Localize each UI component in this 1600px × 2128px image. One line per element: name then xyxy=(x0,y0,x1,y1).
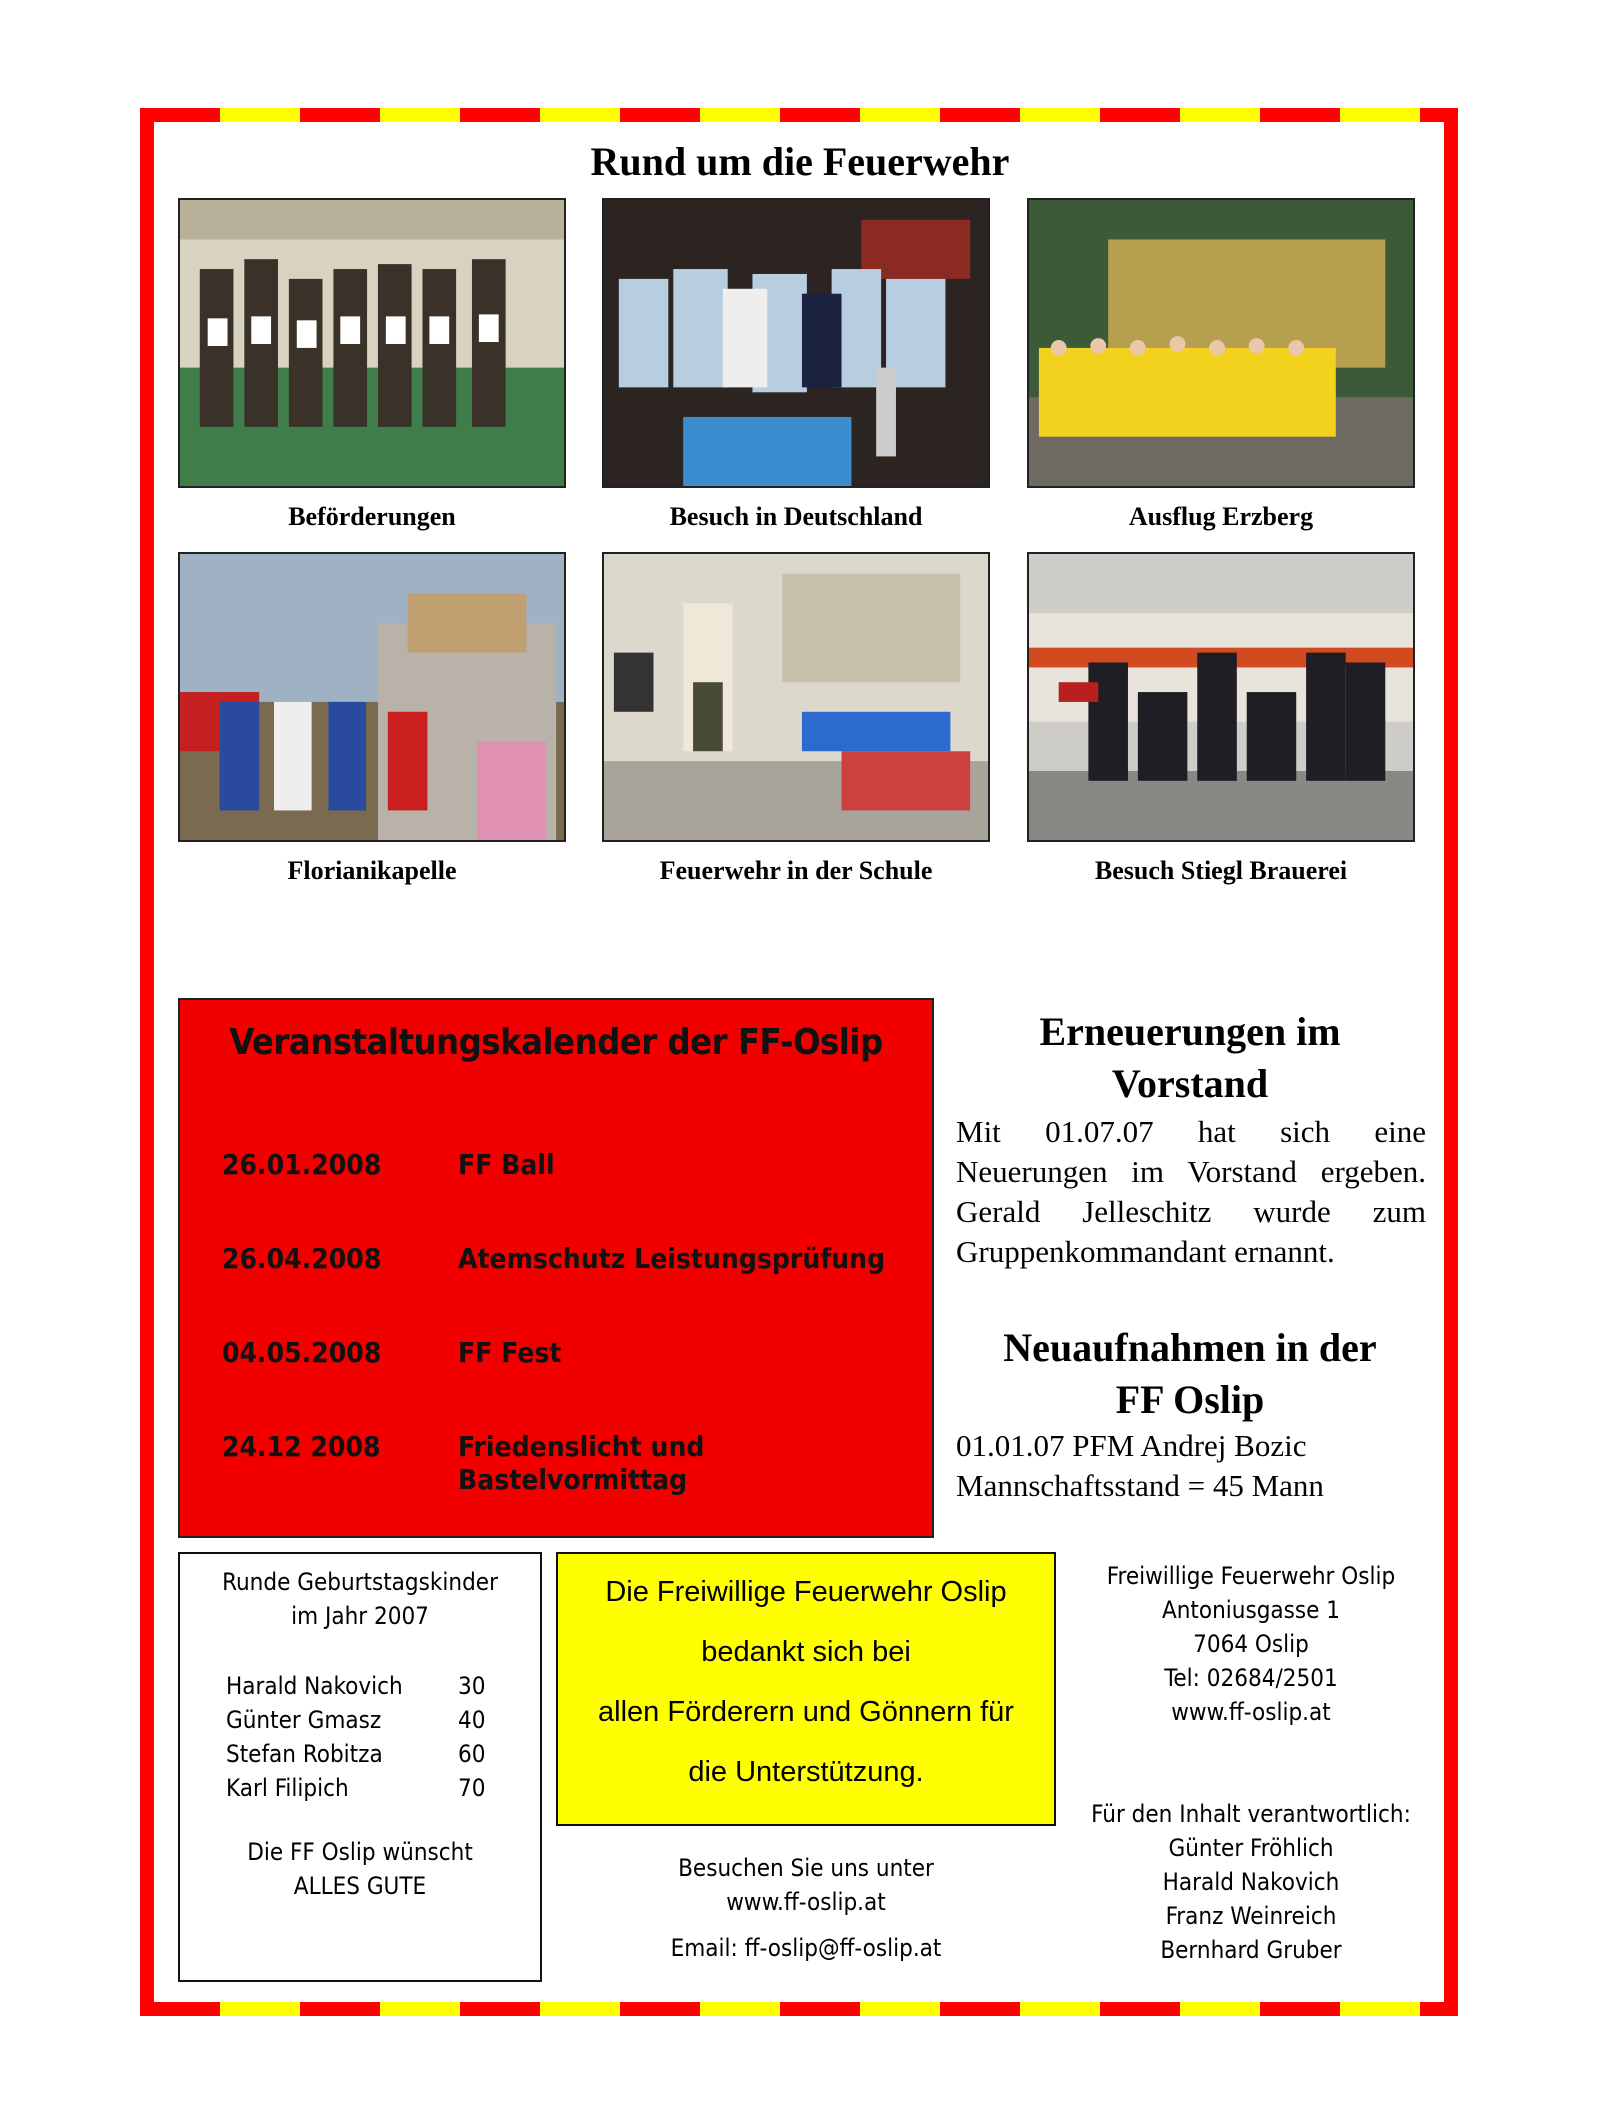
thanks-line4: die Unterstützung. xyxy=(688,1756,924,1788)
responsible-name: Franz Weinreich xyxy=(1165,1902,1337,1930)
address-city: 7064 Oslip xyxy=(1193,1630,1309,1658)
responsible-name: Bernhard Gruber xyxy=(1160,1936,1342,1964)
responsible-name: Günter Fröhlich xyxy=(1168,1834,1334,1862)
page-title: Rund um die Feuerwehr xyxy=(590,139,1010,184)
birthday-person-age: 40 xyxy=(458,1706,486,1734)
thanks-line3: allen Förderern und Gönnern für xyxy=(598,1696,1014,1728)
address-name: Freiwillige Feuerwehr Oslip xyxy=(1106,1562,1396,1590)
event-name: FF Ball xyxy=(458,1148,555,1181)
photo-feuerwehr-schule xyxy=(602,552,990,842)
neuaufnahmen-heading-line2: FF Oslip xyxy=(1115,1377,1265,1422)
birthday-person-name: Stefan Robitza xyxy=(226,1740,383,1768)
photo-stiegl-brauerei xyxy=(1027,552,1415,842)
birthday-person-age: 60 xyxy=(458,1740,486,1768)
birthday-person-age: 30 xyxy=(458,1672,486,1700)
thanks-line2: bedankt sich bei xyxy=(701,1636,911,1668)
photo-florianikapelle xyxy=(178,552,566,842)
neuaufnahmen-line1: 01.01.07 PFM Andrej Bozic xyxy=(956,1428,1307,1463)
caption-befoerderungen: Beförderungen xyxy=(288,502,456,531)
responsible-name: Harald Nakovich xyxy=(1162,1868,1340,1896)
photo-besuch-deutschland xyxy=(602,198,990,488)
event-name: Friedenslicht und Bastelvormittag xyxy=(458,1430,705,1496)
address-tel: Tel: 02684/2501 xyxy=(1164,1664,1338,1692)
birthday-title-line1: Runde Geburtstagskinder xyxy=(222,1568,498,1596)
caption-feuerwehr-schule: Feuerwehr in der Schule xyxy=(659,856,933,885)
visit-website: www.ff-oslip.at xyxy=(726,1888,886,1916)
birthday-title-line2: im Jahr 2007 xyxy=(291,1602,429,1630)
photo-befoerderungen xyxy=(178,198,566,488)
birthday-person-name: Günter Gmasz xyxy=(226,1706,382,1734)
vorstand-text: Mit 01.07.07 hat sich eine Neuerungen im Vorstand ergeben. Gerald Jelleschitz wurde zum Gruppenkommandant ernannt. xyxy=(956,1114,1426,1269)
neuaufnahmen-heading-line1: Neuaufnahmen in der xyxy=(1003,1325,1377,1370)
address-street: Antoniusgasse 1 xyxy=(1161,1596,1341,1624)
birthday-person-age: 70 xyxy=(458,1774,486,1802)
visit-line1: Besuchen Sie uns unter xyxy=(678,1854,934,1882)
visit-email: Email: ff-oslip@ff-oslip.at xyxy=(670,1934,942,1962)
vorstand-heading-line1: Erneuerungen im xyxy=(1039,1009,1341,1054)
vorstand-heading-line2: Vorstand xyxy=(1111,1061,1269,1106)
address-web: www.ff-oslip.at xyxy=(1171,1698,1331,1726)
birthday-person-name: Harald Nakovich xyxy=(226,1672,403,1700)
caption-florianikapelle: Florianikapelle xyxy=(287,856,457,885)
birthday-box xyxy=(178,1552,542,1982)
calendar-title: Veranstaltungskalender der FF-Oslip xyxy=(229,1022,883,1063)
photo-ausflug-erzberg xyxy=(1027,198,1415,488)
birthday-wish-line1: Die FF Oslip wünscht xyxy=(247,1838,473,1866)
event-name: Atemschutz Leistungsprüfung xyxy=(458,1242,886,1275)
neuaufnahmen-line2: Mannschaftsstand = 45 Mann xyxy=(956,1468,1324,1503)
event-date: 24.12 2008 xyxy=(222,1430,381,1463)
event-name: FF Fest xyxy=(458,1336,562,1369)
birthday-wish-line2: ALLES GUTE xyxy=(293,1872,427,1900)
event-date: 26.04.2008 xyxy=(222,1242,382,1275)
responsible-heading: Für den Inhalt verantwortlich: xyxy=(1091,1800,1411,1828)
event-calendar xyxy=(178,998,934,1538)
caption-ausflug-erzberg: Ausflug Erzberg xyxy=(1128,502,1314,531)
birthday-person-name: Karl Filipich xyxy=(226,1774,349,1802)
thanks-box xyxy=(556,1552,1056,1826)
thanks-line1: Die Freiwillige Feuerwehr Oslip xyxy=(605,1576,1007,1608)
event-date: 26.01.2008 xyxy=(222,1148,382,1181)
event-date: 04.05.2008 xyxy=(222,1336,382,1369)
caption-stiegl-brauerei: Besuch Stiegl Brauerei xyxy=(1094,856,1348,885)
caption-besuch-deutschland: Besuch in Deutschland xyxy=(669,502,923,531)
